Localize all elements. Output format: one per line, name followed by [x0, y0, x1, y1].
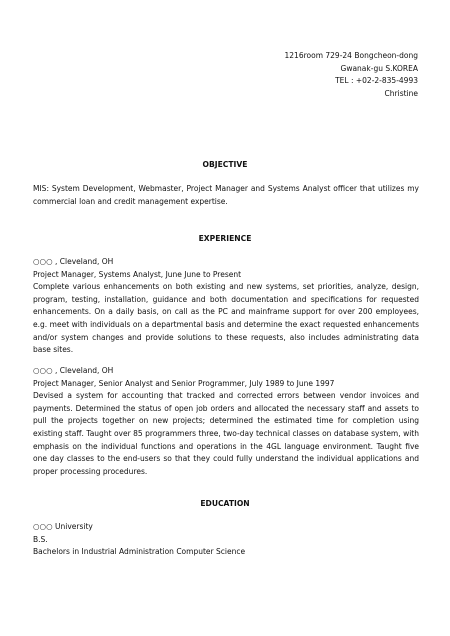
- school-name: ○○○ University: [33, 522, 93, 531]
- education-heading: EDUCATION: [200, 499, 250, 508]
- experience-heading: EXPERIENCE: [198, 234, 252, 243]
- address-line-2: Gwanak-gu S.KOREA: [340, 63, 418, 73]
- job-employer: ○○○ , Cleveland, OH: [33, 366, 114, 375]
- job-employer: ○○○ , Cleveland, OH: [33, 257, 114, 266]
- address-line-1: 1216room 729-24 Bongcheon-dong: [284, 51, 418, 60]
- job-title: Project Manager, Senior Analyst and Senior Programmer, July 1989 to June 1997: [33, 378, 335, 388]
- major: Bachelors in Industrial Administration Computer Science: [33, 547, 246, 557]
- job-description: Devised a system for accounting that tracked and corrected errors between vendor invoices and payments. Determined the status of open job orders and allocated the necessary staff and assets to pull the projects together on new projects; determined the estimated time for completion using existing staff. Taught over 85 programmers three, two-day technical classes on database system, with emphasis on the individual functions and operations in the 4GL language environment. Taught five one day classes to the end-users so that they could fully understand the individual applications and proper processing procedures.: [33, 391, 419, 476]
- phone-number: TEL : +02-2-835-4993: [335, 76, 418, 85]
- contact-block: [285, 50, 418, 100]
- education-entry: [33, 521, 419, 559]
- job-entry-2: [33, 365, 419, 478]
- applicant-name: Christine: [384, 88, 418, 98]
- objective-heading: OBJECTIVE: [202, 160, 248, 169]
- degree: B.S.: [33, 534, 48, 544]
- objective-text: MIS: System Development, Webmaster, Project Manager and Systems Analyst officer that utilizes my commercial loan and credit management expertise.: [33, 184, 419, 206]
- job-entry-1: [33, 256, 419, 357]
- job-description: Complete various enhancements on both existing and new systems, set priorities, analyze, design, program, testing, installation, guidance and both documentation and specifications for requested enhancements. On a daily basis, on call as the PC and mainframe support for over 200 employees, e.g. meet with individuals on a departmental basis and determine the exact requested enhancements and/or system changes and provide solutions to these requests, also includes administrating data base sites.: [33, 282, 419, 355]
- job-title: Project Manager, Systems Analyst, June June to Present: [33, 269, 242, 279]
